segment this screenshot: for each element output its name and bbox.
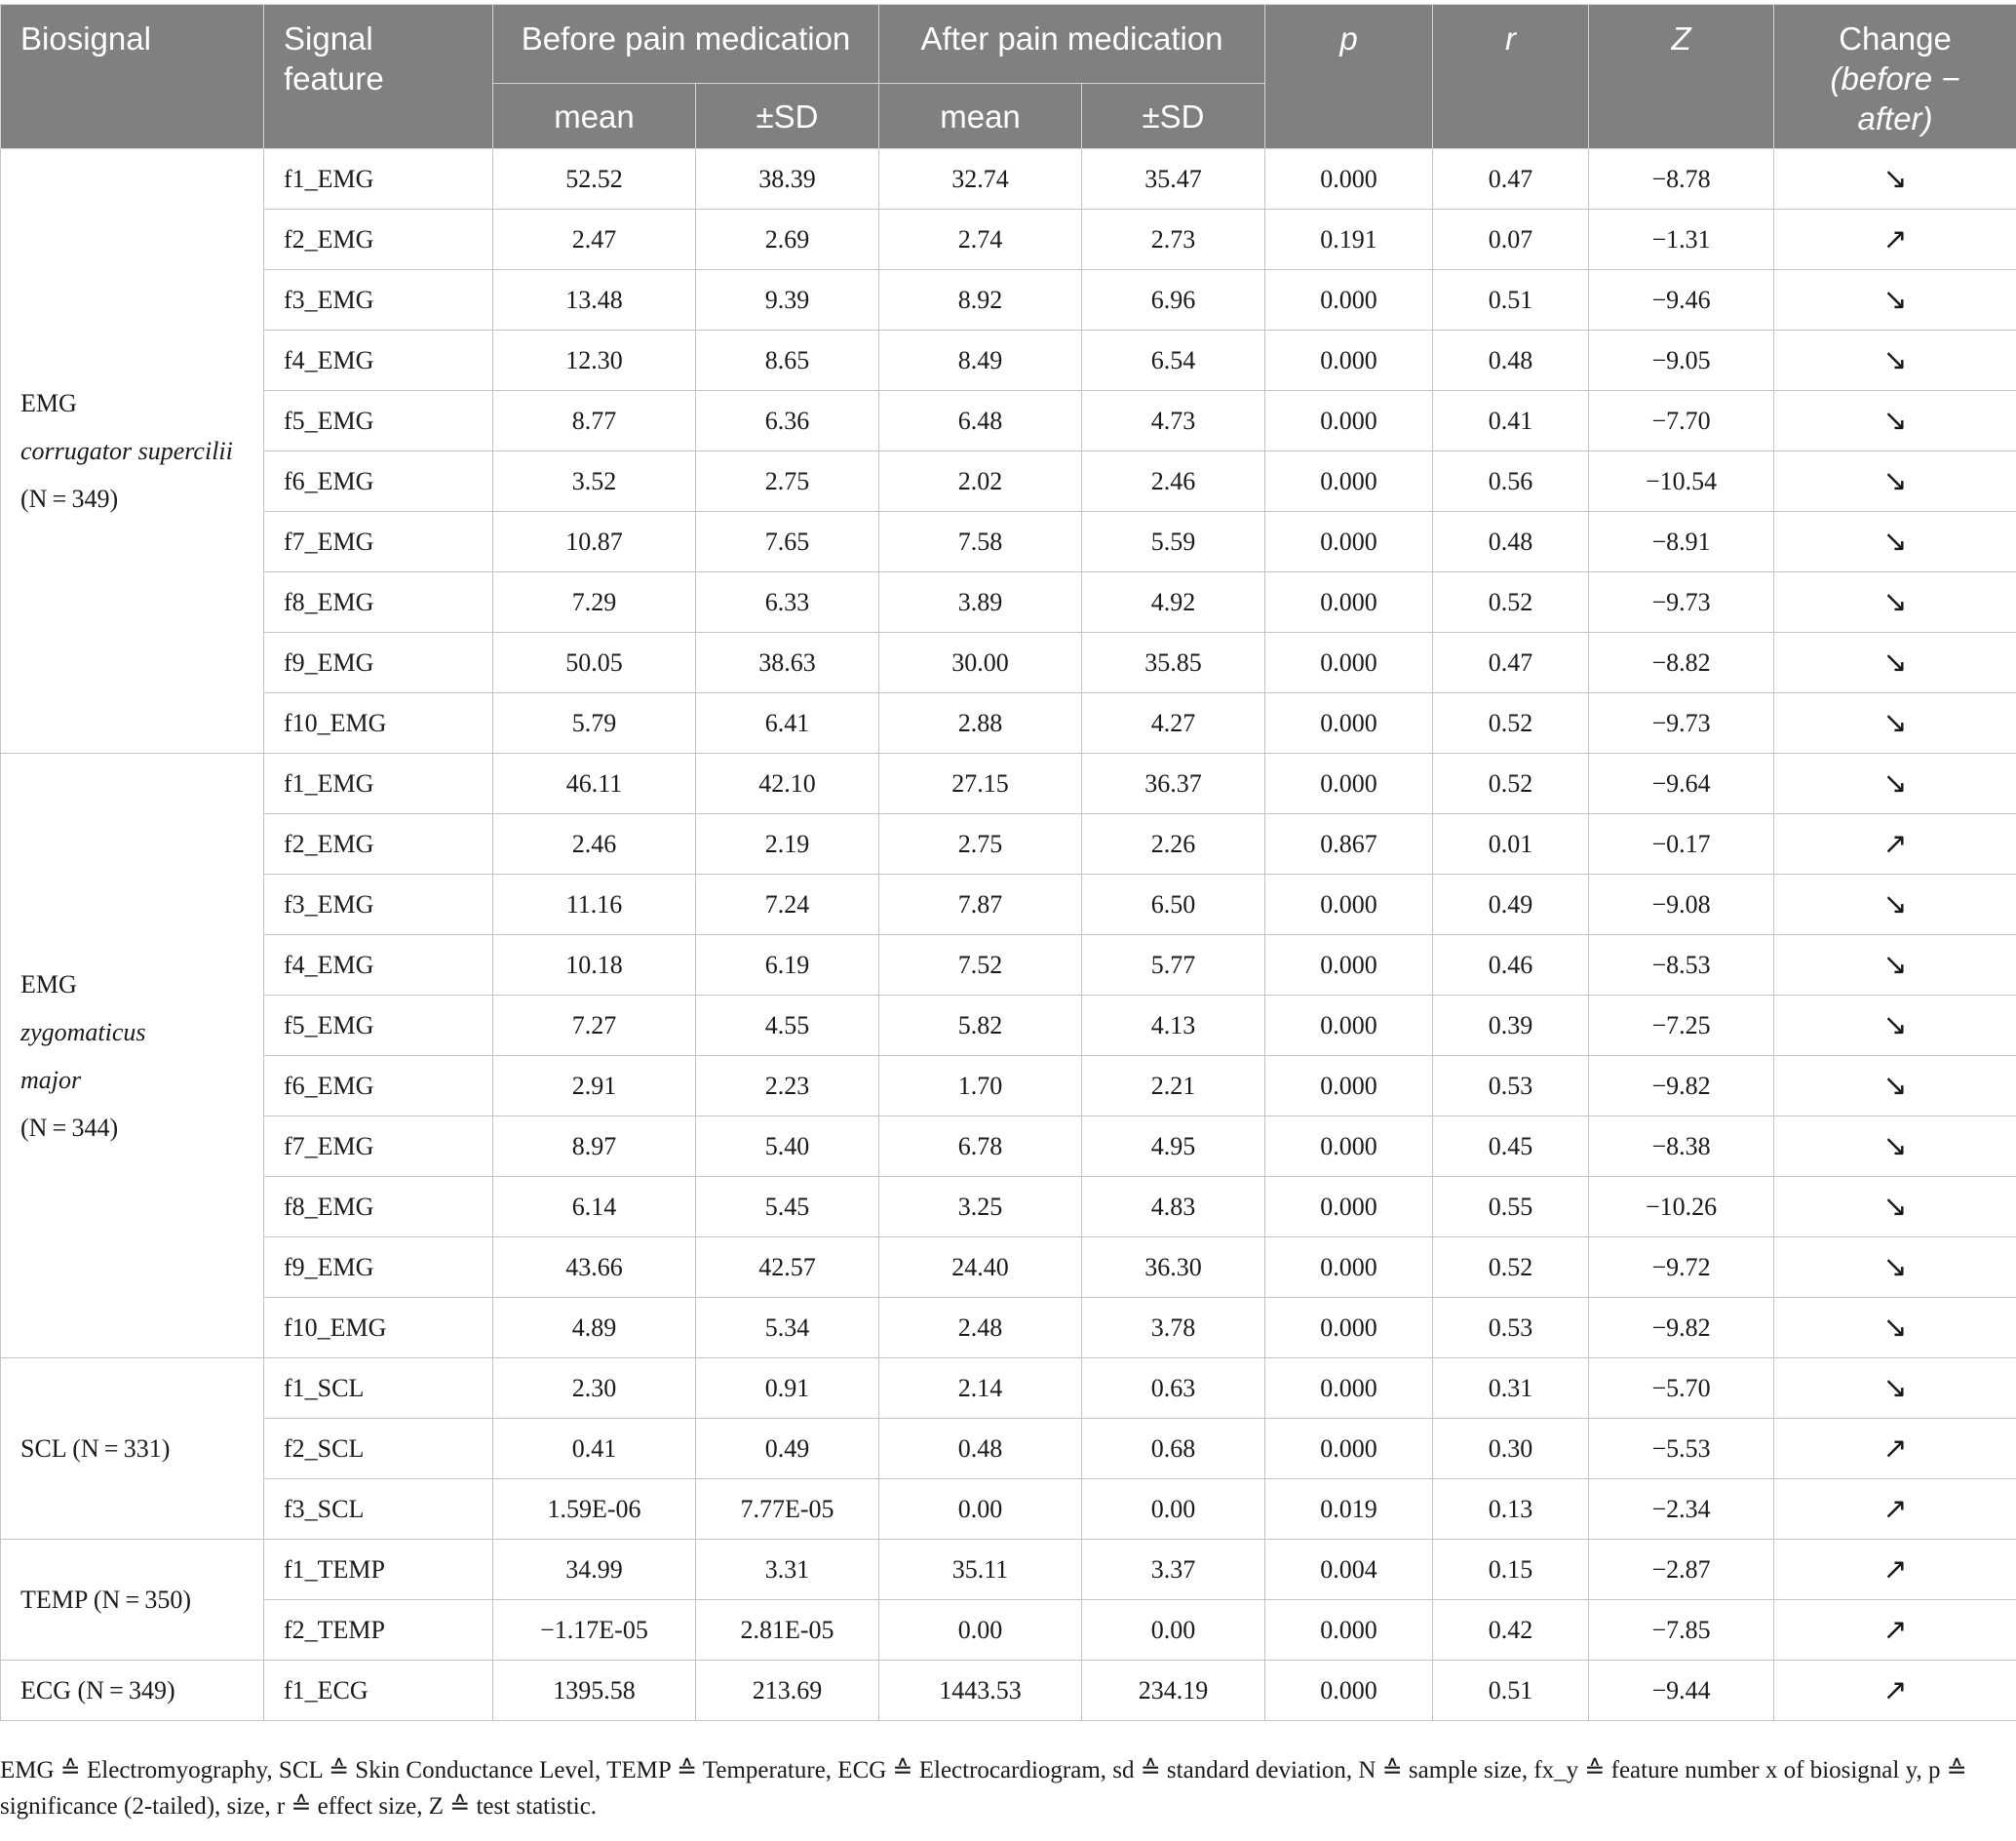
r-cell: 0.56 bbox=[1433, 451, 1589, 512]
change-cell: ↘ bbox=[1774, 693, 2016, 754]
biosignal-cell bbox=[1, 1540, 264, 1661]
table-row bbox=[1, 1177, 2016, 1237]
before-sd-cell: 6.19 bbox=[696, 935, 879, 996]
r-cell: 0.07 bbox=[1433, 210, 1589, 270]
biosignal-label-line: (N = 344) bbox=[20, 1113, 119, 1142]
header-biosignal: Biosignal bbox=[1, 5, 264, 149]
table-row bbox=[1, 935, 2016, 996]
feature-cell: f5_EMG bbox=[264, 996, 493, 1056]
feature-cell: f2_EMG bbox=[264, 210, 493, 270]
before-mean-cell: 2.30 bbox=[493, 1358, 696, 1419]
before-mean-cell: 34.99 bbox=[493, 1540, 696, 1600]
change-cell: ↘ bbox=[1774, 391, 2016, 451]
z-cell: −7.85 bbox=[1589, 1600, 1774, 1661]
feature-cell: f9_EMG bbox=[264, 1237, 493, 1298]
z-cell: −9.64 bbox=[1589, 754, 1774, 814]
before-sd-cell: 213.69 bbox=[696, 1661, 879, 1721]
table-row bbox=[1, 633, 2016, 693]
after-mean-cell: 35.11 bbox=[879, 1540, 1082, 1600]
before-mean-cell: 13.48 bbox=[493, 270, 696, 331]
after-mean-cell: 2.88 bbox=[879, 693, 1082, 754]
biosignal-cell bbox=[1, 754, 264, 1358]
before-sd-cell: 9.39 bbox=[696, 270, 879, 331]
p-cell: 0.000 bbox=[1265, 1600, 1433, 1661]
before-mean-cell: 2.46 bbox=[493, 814, 696, 875]
feature-cell: f6_EMG bbox=[264, 1056, 493, 1116]
change-cell: ↘ bbox=[1774, 1298, 2016, 1358]
before-mean-cell: 1.59E-06 bbox=[493, 1479, 696, 1540]
after-mean-cell: 2.02 bbox=[879, 451, 1082, 512]
p-cell: 0.000 bbox=[1265, 451, 1433, 512]
after-mean-cell: 8.92 bbox=[879, 270, 1082, 331]
after-sd-cell: 6.50 bbox=[1082, 875, 1265, 935]
before-sd-cell: 6.33 bbox=[696, 572, 879, 633]
p-cell: 0.000 bbox=[1265, 331, 1433, 391]
r-cell: 0.47 bbox=[1433, 633, 1589, 693]
before-sd-cell: 7.77E-05 bbox=[696, 1479, 879, 1540]
after-mean-cell: 0.00 bbox=[879, 1600, 1082, 1661]
before-sd-cell: 42.10 bbox=[696, 754, 879, 814]
before-mean-cell: 43.66 bbox=[493, 1237, 696, 1298]
before-sd-cell: 7.65 bbox=[696, 512, 879, 572]
before-mean-cell: 10.87 bbox=[493, 512, 696, 572]
r-cell: 0.52 bbox=[1433, 693, 1589, 754]
r-cell: 0.42 bbox=[1433, 1600, 1589, 1661]
after-mean-cell: 6.78 bbox=[879, 1116, 1082, 1177]
feature-cell: f7_EMG bbox=[264, 1116, 493, 1177]
r-cell: 0.48 bbox=[1433, 512, 1589, 572]
after-sd-cell: 0.00 bbox=[1082, 1600, 1265, 1661]
after-sd-cell: 6.96 bbox=[1082, 270, 1265, 331]
feature-cell: f3_EMG bbox=[264, 270, 493, 331]
table-row bbox=[1, 996, 2016, 1056]
feature-cell: f8_EMG bbox=[264, 1177, 493, 1237]
change-cell: ↗ bbox=[1774, 210, 2016, 270]
table-row bbox=[1, 754, 2016, 814]
after-sd-cell: 0.68 bbox=[1082, 1419, 1265, 1479]
p-cell: 0.000 bbox=[1265, 391, 1433, 451]
after-mean-cell: 3.89 bbox=[879, 572, 1082, 633]
z-cell: −5.70 bbox=[1589, 1358, 1774, 1419]
after-sd-cell: 0.63 bbox=[1082, 1358, 1265, 1419]
after-mean-cell: 7.87 bbox=[879, 875, 1082, 935]
before-sd-cell: 2.69 bbox=[696, 210, 879, 270]
z-cell: −8.82 bbox=[1589, 633, 1774, 693]
r-cell: 0.48 bbox=[1433, 331, 1589, 391]
after-sd-cell: 4.13 bbox=[1082, 996, 1265, 1056]
after-sd-cell: 3.78 bbox=[1082, 1298, 1265, 1358]
change-cell: ↘ bbox=[1774, 633, 2016, 693]
table-row bbox=[1, 210, 2016, 270]
before-mean-cell: 52.52 bbox=[493, 149, 696, 210]
feature-cell: f8_EMG bbox=[264, 572, 493, 633]
before-sd-cell: 5.45 bbox=[696, 1177, 879, 1237]
header-change-italic: (before − after) bbox=[1830, 60, 1960, 137]
feature-cell: f1_TEMP bbox=[264, 1540, 493, 1600]
before-sd-cell: 42.57 bbox=[696, 1237, 879, 1298]
change-cell: ↘ bbox=[1774, 1358, 2016, 1419]
after-sd-cell: 36.37 bbox=[1082, 754, 1265, 814]
biosignal-label-line: TEMP (N = 350) bbox=[20, 1586, 192, 1614]
table-row bbox=[1, 1358, 2016, 1419]
change-cell: ↗ bbox=[1774, 1419, 2016, 1479]
z-cell: −10.54 bbox=[1589, 451, 1774, 512]
after-sd-cell: 4.95 bbox=[1082, 1116, 1265, 1177]
feature-cell: f10_EMG bbox=[264, 1298, 493, 1358]
p-cell: 0.000 bbox=[1265, 572, 1433, 633]
table-row bbox=[1, 1056, 2016, 1116]
header-z-text: Z bbox=[1671, 20, 1691, 57]
change-cell: ↗ bbox=[1774, 1661, 2016, 1721]
p-cell: 0.000 bbox=[1265, 1419, 1433, 1479]
table-row bbox=[1, 512, 2016, 572]
table-row bbox=[1, 693, 2016, 754]
before-mean-cell: 1395.58 bbox=[493, 1661, 696, 1721]
after-mean-cell: 1443.53 bbox=[879, 1661, 1082, 1721]
before-sd-cell: 38.63 bbox=[696, 633, 879, 693]
after-mean-cell: 24.40 bbox=[879, 1237, 1082, 1298]
feature-cell: f1_EMG bbox=[264, 754, 493, 814]
before-mean-cell: 12.30 bbox=[493, 331, 696, 391]
z-cell: −9.82 bbox=[1589, 1056, 1774, 1116]
p-cell: 0.004 bbox=[1265, 1540, 1433, 1600]
after-sd-cell: 2.21 bbox=[1082, 1056, 1265, 1116]
before-mean-cell: 3.52 bbox=[493, 451, 696, 512]
z-cell: −8.78 bbox=[1589, 149, 1774, 210]
r-cell: 0.39 bbox=[1433, 996, 1589, 1056]
p-cell: 0.000 bbox=[1265, 1237, 1433, 1298]
before-sd-cell: 4.55 bbox=[696, 996, 879, 1056]
feature-cell: f3_EMG bbox=[264, 875, 493, 935]
before-sd-cell: 2.81E-05 bbox=[696, 1600, 879, 1661]
feature-cell: f10_EMG bbox=[264, 693, 493, 754]
table-row bbox=[1, 1540, 2016, 1600]
r-cell: 0.53 bbox=[1433, 1298, 1589, 1358]
z-cell: −7.70 bbox=[1589, 391, 1774, 451]
p-cell: 0.000 bbox=[1265, 935, 1433, 996]
feature-cell: f4_EMG bbox=[264, 935, 493, 996]
z-cell: −10.26 bbox=[1589, 1177, 1774, 1237]
before-mean-cell: 4.89 bbox=[493, 1298, 696, 1358]
z-cell: −8.38 bbox=[1589, 1116, 1774, 1177]
p-cell: 0.191 bbox=[1265, 210, 1433, 270]
change-cell: ↗ bbox=[1774, 814, 2016, 875]
after-sd-cell: 4.83 bbox=[1082, 1177, 1265, 1237]
biosignal-label-line: major bbox=[20, 1065, 82, 1094]
header-change bbox=[1774, 5, 2016, 149]
before-mean-cell: 2.47 bbox=[493, 210, 696, 270]
biosignal-cell bbox=[1, 149, 264, 754]
r-cell: 0.53 bbox=[1433, 1056, 1589, 1116]
z-cell: −8.53 bbox=[1589, 935, 1774, 996]
p-cell: 0.000 bbox=[1265, 996, 1433, 1056]
after-mean-cell: 27.15 bbox=[879, 754, 1082, 814]
r-cell: 0.52 bbox=[1433, 754, 1589, 814]
change-cell: ↘ bbox=[1774, 572, 2016, 633]
before-mean-cell: 6.14 bbox=[493, 1177, 696, 1237]
z-cell: −7.25 bbox=[1589, 996, 1774, 1056]
before-sd-cell: 2.23 bbox=[696, 1056, 879, 1116]
table-row bbox=[1, 1600, 2016, 1661]
change-cell: ↘ bbox=[1774, 451, 2016, 512]
change-cell: ↘ bbox=[1774, 270, 2016, 331]
before-sd-cell: 3.31 bbox=[696, 1540, 879, 1600]
change-cell: ↘ bbox=[1774, 875, 2016, 935]
after-mean-cell: 32.74 bbox=[879, 149, 1082, 210]
table-body bbox=[1, 149, 2016, 1721]
p-cell: 0.000 bbox=[1265, 1298, 1433, 1358]
change-cell: ↘ bbox=[1774, 754, 2016, 814]
before-sd-cell: 2.19 bbox=[696, 814, 879, 875]
before-mean-cell: 8.77 bbox=[493, 391, 696, 451]
before-mean-cell: 46.11 bbox=[493, 754, 696, 814]
z-cell: −0.17 bbox=[1589, 814, 1774, 875]
after-mean-cell: 8.49 bbox=[879, 331, 1082, 391]
header-after-mean: mean bbox=[879, 84, 1082, 149]
table-row bbox=[1, 331, 2016, 391]
before-mean-cell: −1.17E-05 bbox=[493, 1600, 696, 1661]
after-mean-cell: 2.74 bbox=[879, 210, 1082, 270]
change-cell: ↗ bbox=[1774, 1479, 2016, 1540]
after-sd-cell: 5.59 bbox=[1082, 512, 1265, 572]
table-row bbox=[1, 1298, 2016, 1358]
after-sd-cell: 0.00 bbox=[1082, 1479, 1265, 1540]
p-cell: 0.000 bbox=[1265, 1661, 1433, 1721]
before-mean-cell: 5.79 bbox=[493, 693, 696, 754]
table-row bbox=[1, 1479, 2016, 1540]
before-mean-cell: 7.27 bbox=[493, 996, 696, 1056]
z-cell: −1.31 bbox=[1589, 210, 1774, 270]
p-cell: 0.000 bbox=[1265, 633, 1433, 693]
p-cell: 0.000 bbox=[1265, 875, 1433, 935]
feature-cell: f1_EMG bbox=[264, 149, 493, 210]
p-cell: 0.000 bbox=[1265, 270, 1433, 331]
after-mean-cell: 2.75 bbox=[879, 814, 1082, 875]
before-mean-cell: 8.97 bbox=[493, 1116, 696, 1177]
p-cell: 0.000 bbox=[1265, 693, 1433, 754]
after-mean-cell: 7.58 bbox=[879, 512, 1082, 572]
z-cell: −2.34 bbox=[1589, 1479, 1774, 1540]
biosignal-label-line: zygomaticus bbox=[20, 1017, 146, 1046]
biosignal-cell bbox=[1, 1358, 264, 1540]
r-cell: 0.52 bbox=[1433, 1237, 1589, 1298]
p-cell: 0.000 bbox=[1265, 1116, 1433, 1177]
biosignal-label-line: EMG bbox=[20, 389, 77, 417]
z-cell: −8.91 bbox=[1589, 512, 1774, 572]
r-cell: 0.41 bbox=[1433, 391, 1589, 451]
header-row-top bbox=[1, 5, 2016, 84]
before-mean-cell: 2.91 bbox=[493, 1056, 696, 1116]
before-sd-cell: 5.34 bbox=[696, 1298, 879, 1358]
biosignal-label-line: corrugator supercilii bbox=[20, 437, 233, 465]
change-cell: ↘ bbox=[1774, 331, 2016, 391]
feature-cell: f5_EMG bbox=[264, 391, 493, 451]
p-cell: 0.000 bbox=[1265, 1358, 1433, 1419]
feature-cell: f6_EMG bbox=[264, 451, 493, 512]
p-cell: 0.867 bbox=[1265, 814, 1433, 875]
feature-cell: f2_EMG bbox=[264, 814, 493, 875]
change-cell: ↘ bbox=[1774, 512, 2016, 572]
before-sd-cell: 6.41 bbox=[696, 693, 879, 754]
table-header bbox=[1, 5, 2016, 149]
table-footnote: EMG ≙ Electromyography, SCL ≙ Skin Conductance Level, TEMP ≙ Temperature, ECG ≙ Electrocardiogram, sd ≙ standard deviation, N ≙ sample size, fx_y ≙ feature number x of biosignal y, p ≙ significance (2-tailed), size, r ≙ effect size, Z ≙ test statistic. bbox=[0, 1757, 1967, 1820]
biosignal-label-line: SCL (N = 331) bbox=[20, 1434, 171, 1463]
change-cell: ↘ bbox=[1774, 1056, 2016, 1116]
table-row bbox=[1, 270, 2016, 331]
header-p bbox=[1265, 5, 1433, 149]
table-row bbox=[1, 149, 2016, 210]
r-cell: 0.51 bbox=[1433, 270, 1589, 331]
header-before-sd: ±SD bbox=[696, 84, 879, 149]
change-cell: ↘ bbox=[1774, 149, 2016, 210]
before-sd-cell: 0.91 bbox=[696, 1358, 879, 1419]
after-mean-cell: 6.48 bbox=[879, 391, 1082, 451]
after-sd-cell: 35.85 bbox=[1082, 633, 1265, 693]
before-sd-cell: 5.40 bbox=[696, 1116, 879, 1177]
p-cell: 0.000 bbox=[1265, 512, 1433, 572]
r-cell: 0.31 bbox=[1433, 1358, 1589, 1419]
results-table bbox=[0, 4, 2016, 1721]
after-sd-cell: 36.30 bbox=[1082, 1237, 1265, 1298]
z-cell: −9.73 bbox=[1589, 572, 1774, 633]
after-sd-cell: 35.47 bbox=[1082, 149, 1265, 210]
table-row bbox=[1, 391, 2016, 451]
r-cell: 0.47 bbox=[1433, 149, 1589, 210]
feature-cell: f2_SCL bbox=[264, 1419, 493, 1479]
table-row bbox=[1, 572, 2016, 633]
before-sd-cell: 7.24 bbox=[696, 875, 879, 935]
change-cell: ↘ bbox=[1774, 996, 2016, 1056]
after-mean-cell: 7.52 bbox=[879, 935, 1082, 996]
r-cell: 0.52 bbox=[1433, 572, 1589, 633]
header-r-text: r bbox=[1505, 20, 1517, 57]
table-row bbox=[1, 1237, 2016, 1298]
header-change-label: Change bbox=[1839, 20, 1952, 57]
after-sd-cell: 2.46 bbox=[1082, 451, 1265, 512]
change-cell: ↗ bbox=[1774, 1600, 2016, 1661]
table-row bbox=[1, 1419, 2016, 1479]
header-z bbox=[1589, 5, 1774, 149]
after-mean-cell: 5.82 bbox=[879, 996, 1082, 1056]
after-mean-cell: 1.70 bbox=[879, 1056, 1082, 1116]
before-mean-cell: 7.29 bbox=[493, 572, 696, 633]
before-sd-cell: 38.39 bbox=[696, 149, 879, 210]
r-cell: 0.13 bbox=[1433, 1479, 1589, 1540]
p-cell: 0.000 bbox=[1265, 1056, 1433, 1116]
before-sd-cell: 0.49 bbox=[696, 1419, 879, 1479]
r-cell: 0.30 bbox=[1433, 1419, 1589, 1479]
header-after: After pain medication bbox=[879, 5, 1265, 84]
after-sd-cell: 2.26 bbox=[1082, 814, 1265, 875]
before-mean-cell: 11.16 bbox=[493, 875, 696, 935]
after-mean-cell: 30.00 bbox=[879, 633, 1082, 693]
change-cell: ↘ bbox=[1774, 1237, 2016, 1298]
feature-cell: f2_TEMP bbox=[264, 1600, 493, 1661]
after-mean-cell: 0.48 bbox=[879, 1419, 1082, 1479]
before-sd-cell: 6.36 bbox=[696, 391, 879, 451]
r-cell: 0.49 bbox=[1433, 875, 1589, 935]
p-cell: 0.000 bbox=[1265, 1177, 1433, 1237]
after-sd-cell: 6.54 bbox=[1082, 331, 1265, 391]
after-sd-cell: 2.73 bbox=[1082, 210, 1265, 270]
before-mean-cell: 10.18 bbox=[493, 935, 696, 996]
change-cell: ↗ bbox=[1774, 1540, 2016, 1600]
after-sd-cell: 234.19 bbox=[1082, 1661, 1265, 1721]
after-sd-cell: 3.37 bbox=[1082, 1540, 1265, 1600]
after-mean-cell: 2.14 bbox=[879, 1358, 1082, 1419]
header-before: Before pain medication bbox=[493, 5, 879, 84]
p-cell: 0.019 bbox=[1265, 1479, 1433, 1540]
feature-cell: f7_EMG bbox=[264, 512, 493, 572]
header-after-sd: ±SD bbox=[1082, 84, 1265, 149]
z-cell: −9.46 bbox=[1589, 270, 1774, 331]
r-cell: 0.51 bbox=[1433, 1661, 1589, 1721]
change-cell: ↘ bbox=[1774, 935, 2016, 996]
z-cell: −9.72 bbox=[1589, 1237, 1774, 1298]
change-cell: ↘ bbox=[1774, 1116, 2016, 1177]
r-cell: 0.15 bbox=[1433, 1540, 1589, 1600]
after-sd-cell: 5.77 bbox=[1082, 935, 1265, 996]
r-cell: 0.01 bbox=[1433, 814, 1589, 875]
r-cell: 0.46 bbox=[1433, 935, 1589, 996]
before-mean-cell: 50.05 bbox=[493, 633, 696, 693]
z-cell: −9.82 bbox=[1589, 1298, 1774, 1358]
z-cell: −5.53 bbox=[1589, 1419, 1774, 1479]
after-sd-cell: 4.92 bbox=[1082, 572, 1265, 633]
after-sd-cell: 4.27 bbox=[1082, 693, 1265, 754]
r-cell: 0.55 bbox=[1433, 1177, 1589, 1237]
change-cell: ↘ bbox=[1774, 1177, 2016, 1237]
z-cell: −9.73 bbox=[1589, 693, 1774, 754]
feature-cell: f1_SCL bbox=[264, 1358, 493, 1419]
r-cell: 0.45 bbox=[1433, 1116, 1589, 1177]
header-signal-feature: Signal feature bbox=[264, 5, 493, 149]
after-sd-cell: 4.73 bbox=[1082, 391, 1265, 451]
biosignal-cell bbox=[1, 1661, 264, 1721]
feature-cell: f1_ECG bbox=[264, 1661, 493, 1721]
header-p-text: p bbox=[1339, 20, 1358, 57]
table-row bbox=[1, 875, 2016, 935]
biosignal-label-line: EMG bbox=[20, 969, 77, 999]
before-sd-cell: 2.75 bbox=[696, 451, 879, 512]
p-cell: 0.000 bbox=[1265, 754, 1433, 814]
table-row bbox=[1, 1661, 2016, 1721]
feature-cell: f9_EMG bbox=[264, 633, 493, 693]
after-mean-cell: 0.00 bbox=[879, 1479, 1082, 1540]
header-before-mean: mean bbox=[493, 84, 696, 149]
z-cell: −2.87 bbox=[1589, 1540, 1774, 1600]
z-cell: −9.44 bbox=[1589, 1661, 1774, 1721]
table-row bbox=[1, 814, 2016, 875]
table-row bbox=[1, 1116, 2016, 1177]
before-sd-cell: 8.65 bbox=[696, 331, 879, 391]
biosignal-label-line: (N = 349) bbox=[20, 485, 119, 513]
biosignal-label-line: ECG (N = 349) bbox=[20, 1676, 175, 1704]
feature-cell: f4_EMG bbox=[264, 331, 493, 391]
p-cell: 0.000 bbox=[1265, 149, 1433, 210]
feature-cell: f3_SCL bbox=[264, 1479, 493, 1540]
z-cell: −9.05 bbox=[1589, 331, 1774, 391]
table-row bbox=[1, 451, 2016, 512]
z-cell: −9.08 bbox=[1589, 875, 1774, 935]
before-mean-cell: 0.41 bbox=[493, 1419, 696, 1479]
after-mean-cell: 2.48 bbox=[879, 1298, 1082, 1358]
after-mean-cell: 3.25 bbox=[879, 1177, 1082, 1237]
header-r bbox=[1433, 5, 1589, 149]
